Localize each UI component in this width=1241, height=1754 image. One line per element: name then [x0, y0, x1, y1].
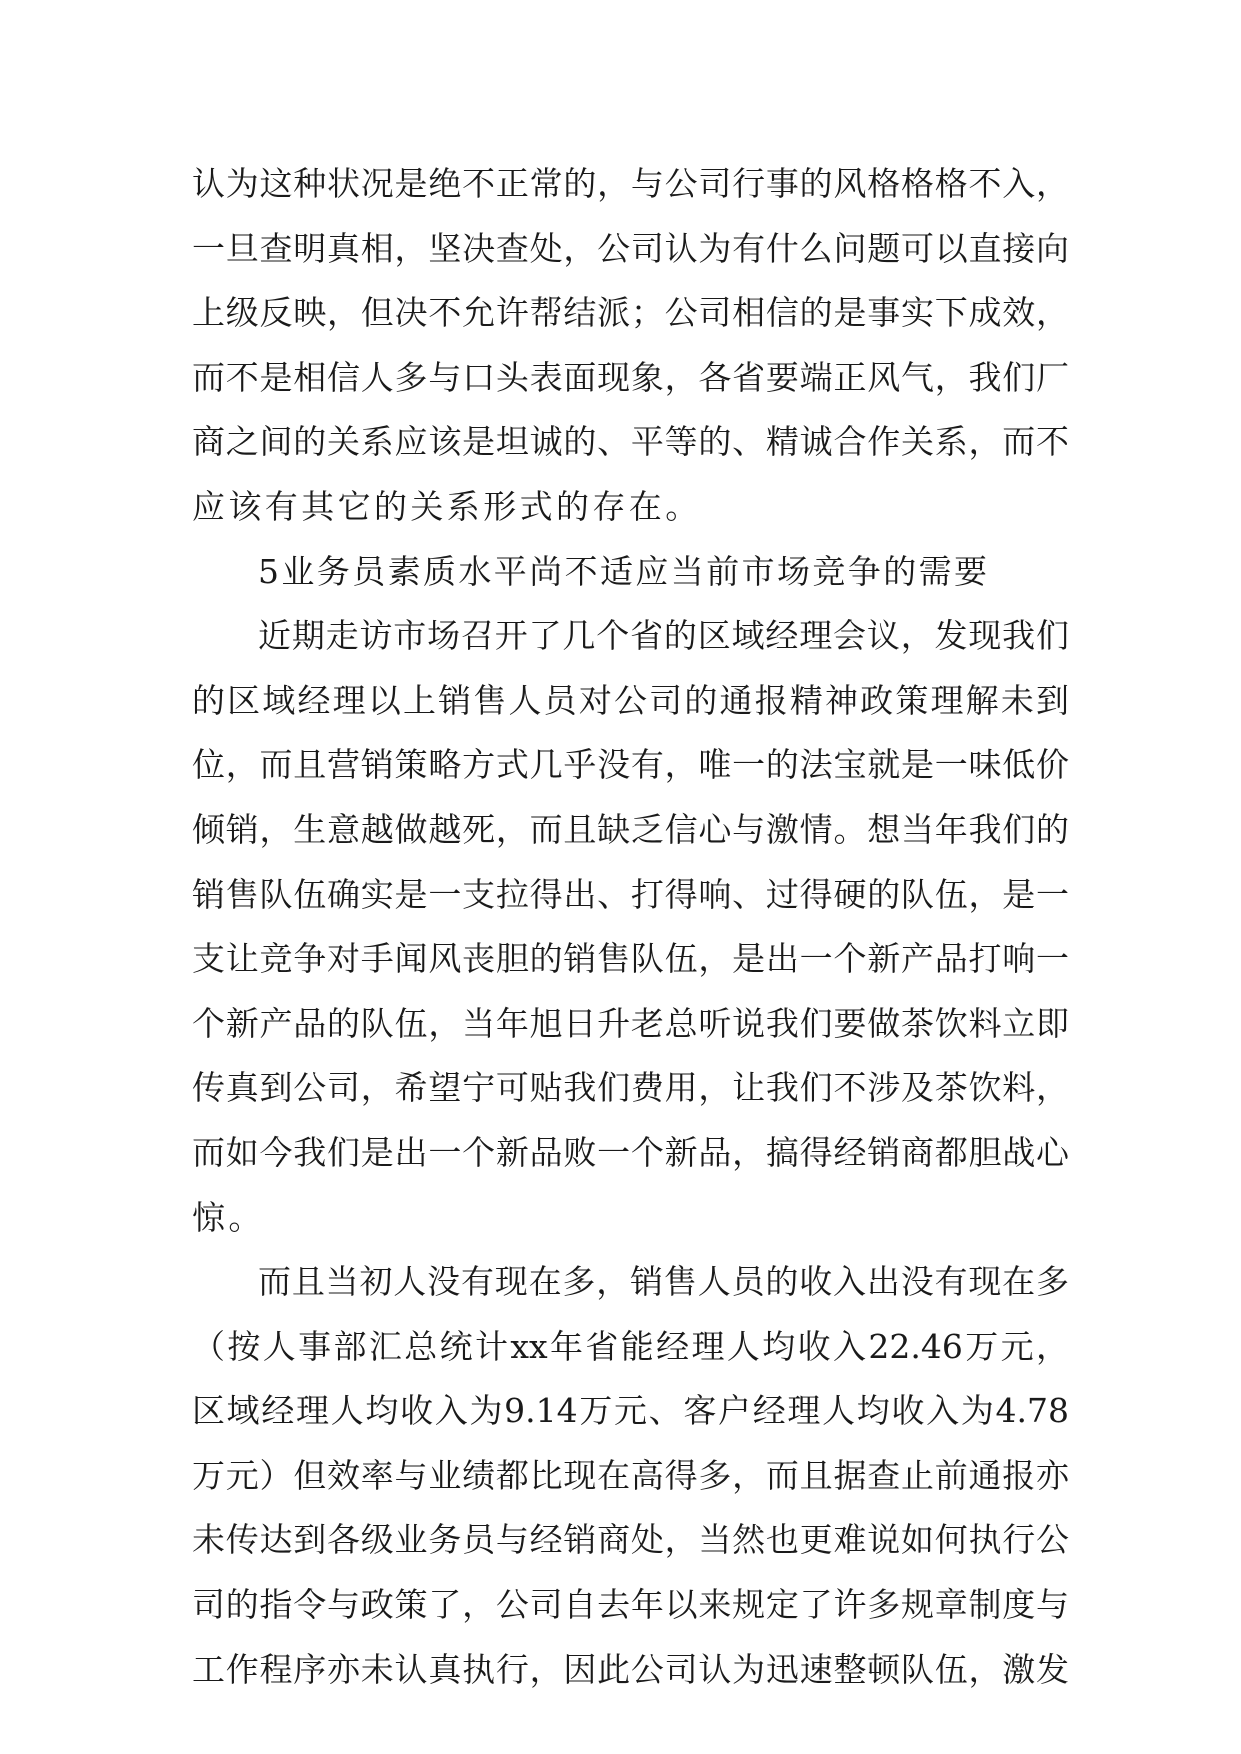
- text-line: 区域经理人均收入为9.14万元、客户经理人均收入为4.78: [192, 1391, 1069, 1431]
- text-line: 惊。: [192, 1197, 265, 1237]
- text-line: 传真到公司，希望宁可贴我们费用，让我们不涉及茶饮料，: [192, 1068, 1069, 1108]
- text-line: 万元）但效率与业绩都比现在高得多，而且据查止前通报亦: [192, 1455, 1069, 1495]
- text-line: 而不是相信人多与口头表面现象，各省要端正风气，我们厂: [192, 357, 1069, 397]
- text-line: 位，而且营销策略方式几乎没有，唯一的法宝就是一味低价: [192, 745, 1069, 785]
- text-line: 而且当初人没有现在多，销售人员的收入出没有现在多: [258, 1262, 1069, 1302]
- text-line: 个新产品的队伍，当年旭日升老总听说我们要做茶饮料立即: [192, 1003, 1069, 1043]
- text-line: 上级反映，但决不允许帮结派；公司相信的是事实下成效，: [192, 293, 1069, 333]
- text-line: 近期走访市场召开了几个省的区域经理会议，发现我们: [258, 616, 1069, 656]
- text-line: 工作程序亦未认真执行，因此公司认为迅速整顿队伍，激发: [192, 1649, 1069, 1689]
- text-line: 而如今我们是出一个新品败一个新品，搞得经销商都胆战心: [192, 1132, 1069, 1172]
- text-line: 支让竞争对手闻风丧胆的销售队伍，是出一个新产品打响一: [192, 939, 1069, 979]
- text-line: 的区域经理以上销售人员对公司的通报精神政策理解未到: [192, 680, 1069, 720]
- document-body: [192, 152, 1069, 1702]
- text-line: 认为这种状况是绝不正常的，与公司行事的风格格格不入，: [192, 164, 1069, 203]
- text-line: 销售队伍确实是一支拉得出、打得响、过得硬的队伍，是一: [192, 874, 1069, 914]
- text-line: 商之间的关系应该是坦诚的、平等的、精诚合作关系，而不: [192, 422, 1069, 462]
- text-line: 司的指令与政策了，公司自去年以来规定了许多规章制度与: [192, 1585, 1069, 1625]
- text-line: 倾销，生意越做越死，而且缺乏信心与激情。想当年我们的: [192, 809, 1069, 849]
- text-line: （按人事部汇总统计xx年省能经理人均收入22.46万元，: [192, 1326, 1069, 1366]
- section-heading: 5业务员素质水平尚不适应当前市场竞争的需要: [258, 551, 990, 591]
- text-line: 应该有其它的关系形式的存在。: [192, 486, 702, 526]
- text-line: 未传达到各级业务员与经销商处，当然也更难说如何执行公: [192, 1520, 1069, 1560]
- text-line: 一旦查明真相，坚决查处，公司认为有什么问题可以直接向: [192, 228, 1069, 268]
